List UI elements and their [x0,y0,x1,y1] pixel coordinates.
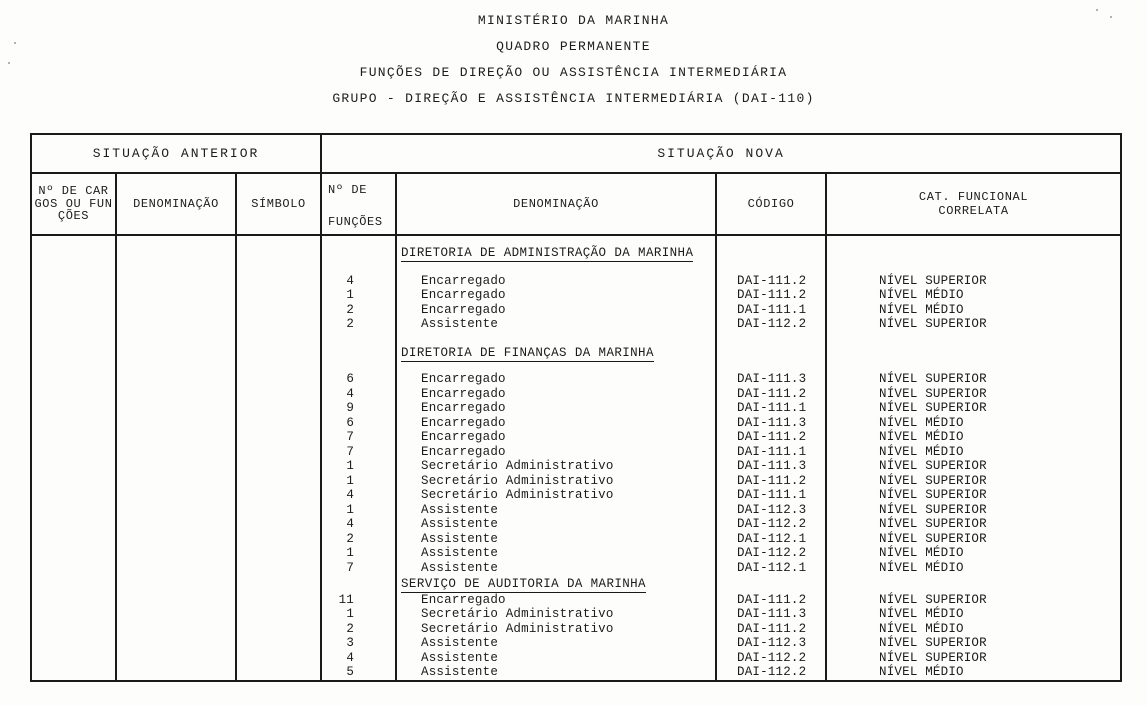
cell-num: 11 [338,592,355,607]
cell-cat: NÍVEL MÉDIO [879,430,964,444]
column-header-line: CAT. FUNCIONAL [918,190,1029,204]
body-col-codigo [716,235,826,681]
cell-denom: Assistente [421,517,499,531]
cell-codigo: DAI-111.3 [737,415,807,430]
cell-codigo: DAI-111.2 [737,430,807,444]
cell-num: 1 [346,459,355,473]
group-header-situacao-anterior: SITUAÇÃO ANTERIOR [31,134,321,173]
section-spacer [322,246,354,261]
cell-cat: NÍVEL SUPERIOR [879,401,987,415]
cell-num: 6 [346,415,355,430]
section-spacer [827,246,1120,261]
cell-codigo: DAI-112.1 [737,531,807,546]
section-spacer [717,577,825,592]
section-title: SERVIÇO DE AUDITORIA DA MARINHA [401,577,646,591]
section-title-line [397,577,715,592]
column-header-denominacao-nova: DENOMINAÇÃO [396,173,716,235]
cell-denom: Encarregado [421,386,506,401]
column-header-num-funcoes [321,173,396,235]
cell-num: 1 [346,502,355,517]
cell-denom: Encarregado [421,372,506,386]
column-header-lines [322,179,395,229]
column-header-denominacao-anterior: DENOMINAÇÃO [116,173,236,235]
cell-denom: Encarregado [421,444,506,459]
header-line-grupo: GRUPO - DIREÇÃO E ASSISTÊNCIA INTERMEDIÁRIA (DAI-110) [332,91,815,106]
cell-codigo: DAI-111.3 [737,459,807,473]
cell-codigo: DAI-111.2 [737,288,807,302]
cell-num: 2 [346,531,355,546]
cell-num: 4 [346,488,355,502]
cell-denom: Encarregado [421,592,506,607]
cell-denom: Secretário Administrativo [421,488,614,502]
header-line-funcoes: FUNÇÕES DE DIREÇÃO OU ASSISTÊNCIA INTERMEDIÁRIA [359,65,788,80]
cell-cat: NÍVEL SUPERIOR [879,636,987,650]
cell-cat: NÍVEL MÉDIO [879,621,964,636]
scan-speck [1096,9,1098,11]
cell-denom: Encarregado [421,401,506,415]
column-header-line: CORRELATA [938,204,1009,218]
cell-codigo: DAI-111.2 [737,621,807,636]
cell-cat: NÍVEL SUPERIOR [879,650,987,665]
cell-codigo: DAI-112.1 [737,560,807,575]
cell-codigo: DAI-111.1 [737,302,807,317]
cell-cat: NÍVEL SUPERIOR [879,372,987,386]
column-header-cat-funcional [826,173,1121,235]
cell-num: 7 [346,444,355,459]
cell-cat: NÍVEL SUPERIOR [879,386,987,401]
cell-denom: Assistente [421,531,499,546]
document-header [0,0,1147,112]
cell-codigo: DAI-111.1 [737,401,807,415]
cell-denom: Encarregado [421,302,506,317]
section-spacer [322,346,354,361]
column-header-line: FUNÇÕES [328,215,383,229]
section-title: DIRETORIA DE FINANÇAS DA MARINHA [401,345,654,360]
cell-cat: NÍVEL SUPERIOR [879,273,987,288]
cell-num: 2 [346,317,355,331]
column-header-codigo: CÓDIGO [716,173,826,235]
cell-cat: NÍVEL SUPERIOR [879,531,987,546]
cell-denom: Encarregado [421,288,506,302]
cell-denom: Secretário Administrativo [421,607,614,621]
cell-num: 4 [346,650,355,665]
section-spacer [322,577,354,592]
cell-codigo: DAI-112.3 [737,636,807,650]
cell-denom: Encarregado [421,430,506,444]
cell-cat: NÍVEL MÉDIO [879,302,964,317]
cell-anterior-cargos-empty [31,235,116,681]
cell-codigo: DAI-111.1 [737,444,807,459]
cell-cat: NÍVEL SUPERIOR [879,488,987,502]
cell-denom: Secretário Administrativo [421,473,614,488]
group-header-row [31,134,1121,173]
cell-denom: Assistente [421,560,499,575]
cell-codigo: DAI-111.2 [737,273,807,288]
cell-cat: NÍVEL MÉDIO [879,444,964,459]
cell-cat: NÍVEL SUPERIOR [879,459,987,473]
cell-num: 7 [346,430,355,444]
section-spacer [827,346,1120,361]
cell-codigo: DAI-111.3 [737,607,807,621]
cell-codigo: DAI-112.3 [737,502,807,517]
cell-cat: NÍVEL SUPERIOR [879,473,987,488]
cell-denom: Assistente [421,546,499,560]
scan-speck [14,42,16,44]
cell-denom: Secretário Administrativo [421,459,614,473]
body-col-num-funcoes [321,235,396,681]
section-title-line [397,346,715,361]
column-header-line: Nº DE CAR [38,184,109,199]
cell-denom: Secretário Administrativo [421,621,614,636]
cell-num: 6 [346,372,355,386]
cell-cat: NÍVEL MÉDIO [879,560,964,575]
staff-functions-table [30,133,1122,682]
group-header-situacao-nova: SITUAÇÃO NOVA [321,134,1121,173]
column-header-simbolo: SÍMBOLO [236,173,321,235]
cell-num: 4 [346,386,355,401]
section-spacer [717,246,825,261]
cell-num: 3 [346,636,355,650]
cell-cat: NÍVEL SUPERIOR [879,502,987,517]
cell-codigo: DAI-111.2 [737,473,807,488]
scan-speck [1110,16,1112,18]
cell-num: 1 [346,288,355,302]
cell-codigo: DAI-111.2 [737,592,807,607]
cell-cat: NÍVEL SUPERIOR [879,517,987,531]
body-col-denominacao [396,235,716,681]
cell-codigo: DAI-112.2 [737,317,807,331]
cell-denom: Assistente [421,502,499,517]
column-header-line: GOS OU FUN [34,196,113,211]
cell-anterior-simbolo-empty [236,235,321,681]
cell-num: 4 [346,517,355,531]
cell-denom: Assistente [421,636,499,650]
cell-codigo: DAI-111.3 [737,372,807,386]
cell-denom: Encarregado [421,273,506,288]
cell-codigo: DAI-111.1 [737,488,807,502]
cell-cat: NÍVEL SUPERIOR [879,592,987,607]
cell-codigo: DAI-112.2 [737,665,807,679]
cell-codigo: DAI-112.2 [737,650,807,665]
table-body-row [31,235,1121,681]
cell-codigo: DAI-111.2 [737,386,807,401]
header-line-ministry: MINISTÉRIO DA MARINHA [477,13,670,28]
cell-num: 2 [346,302,355,317]
cell-num: 1 [346,546,355,560]
cell-codigo: DAI-112.2 [737,517,807,531]
section-title: DIRETORIA DE ADMINISTRAÇÃO DA MARINHA [401,246,694,260]
column-header-line: Nº DE [328,183,368,197]
cell-denom: Assistente [421,650,499,665]
section-spacer [827,577,1120,592]
column-header-line: ÇÕES [57,209,90,224]
cell-codigo: DAI-112.2 [737,546,807,560]
cell-num: 4 [346,273,355,288]
scan-speck [8,62,10,64]
cell-num: 1 [346,473,355,488]
cell-denom: Assistente [421,317,499,331]
section-spacer [717,346,825,361]
cell-cat: NÍVEL SUPERIOR [879,317,987,331]
cell-num: 7 [346,560,355,575]
body-col-cat-funcional [826,235,1121,681]
cell-anterior-denominacao-empty [116,235,236,681]
cell-cat: NÍVEL MÉDIO [879,546,964,560]
section-title-line [397,246,715,261]
cell-cat: NÍVEL MÉDIO [879,607,964,621]
header-line-quadro: QUADRO PERMANENTE [496,39,651,54]
column-header-row [31,173,1121,235]
cell-num: 9 [346,401,355,415]
cell-num: 1 [346,607,355,621]
cell-denom: Encarregado [421,415,506,430]
cell-cat: NÍVEL MÉDIO [879,665,964,679]
column-header-cargos [31,173,116,235]
cell-num: 5 [346,665,355,679]
cell-num: 2 [346,621,355,636]
cell-cat: NÍVEL MÉDIO [879,288,964,302]
cell-cat: NÍVEL MÉDIO [879,415,964,430]
cell-denom: Assistente [421,665,499,679]
